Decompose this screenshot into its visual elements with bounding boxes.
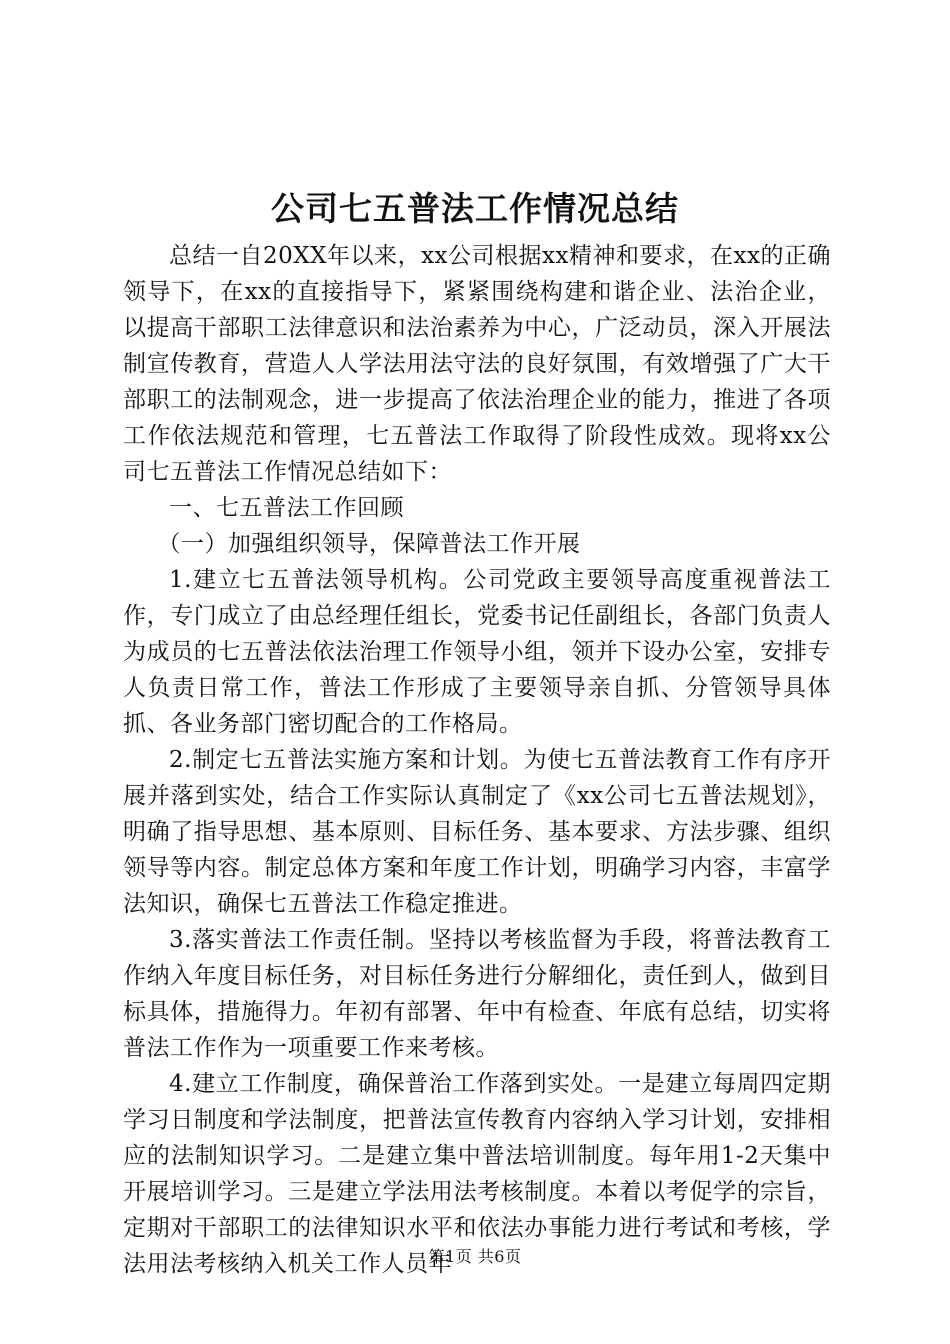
item-paragraph-3: 3.落实普法工作责任制。坚持以考核监督为手段，将普法教育工作纳入年度目标任务，对目标任务进行分解细化，责任到人，做到目标具体，措施得力。年初有部署、年中有检查、年底有总结，切实将普法工作作为一项重要工作来考核。 bbox=[123, 927, 831, 1061]
intro-paragraph: 总结一自20XX年以来，xx公司根据xx精神和要求，在xx的正确领导下，在xx的直接指导下，紧紧围绕构建和谐企业、法治企业，以提高干部职工法律意识和法治素养为中心，广泛动员，深入开展法制宣传教育，营造人人学法用法守法的良好氛围，有效增强了广大干部职工的法制观念，进一步提高了依法治理企业的能力，推进了各项工作依法规范和管理，七五普法工作取得了阶段性成效。现将xx公司七五普法工作情况总结如下： bbox=[123, 243, 831, 485]
item-paragraph-2: 2.制定七五普法实施方案和计划。为使七五普法教育工作有序开展并落到实处，结合工作实际认真制定了《xx公司七五普法规划》，明确了指导思想、基本原则、目标任务、基本要求、方法步骤、组织领导等内容。制定总体方案和年度工作计划，明确学习内容，丰富学法知识，确保七五普法工作稳定推进。 bbox=[123, 747, 831, 917]
item-paragraph-4: 4.建立工作制度，确保普治工作落到实处。一是建立每周四定期学习日制度和学法制度，把普法宣传教育内容纳入学习计划，安排相应的法制知识学习。二是建立集中普法培训制度。每年用1-2天集中开展培训学习。三是建立学法用法考核制度。本着以考促学的宗旨，定期对干部职工的法律知识水平和依法办事能力进行考试和考核，学法用法考核纳入机关工作人员年 bbox=[123, 1071, 831, 1277]
document-title: 公司七五普法工作情况总结 bbox=[271, 189, 679, 228]
subsection-heading: （一）加强组织领导，保障普法工作开展 bbox=[157, 531, 581, 557]
page-footer: 第1页 共6页 bbox=[428, 1247, 522, 1266]
section-heading: 一、七五普法工作回顾 bbox=[169, 495, 404, 521]
document-body bbox=[123, 238, 831, 1282]
item-paragraph-1: 1.建立七五普法领导机构。公司党政主要领导高度重视普法工作，专门成立了由总经理任组长，党委书记任副组长，各部门负责人为成员的七五普法依法治理工作领导小组，领并下设办公室，安排专人负责日常工作，普法工作形成了主要领导亲自抓、分管领导具体抓、各业务部门密切配合的工作格局。 bbox=[123, 567, 831, 737]
